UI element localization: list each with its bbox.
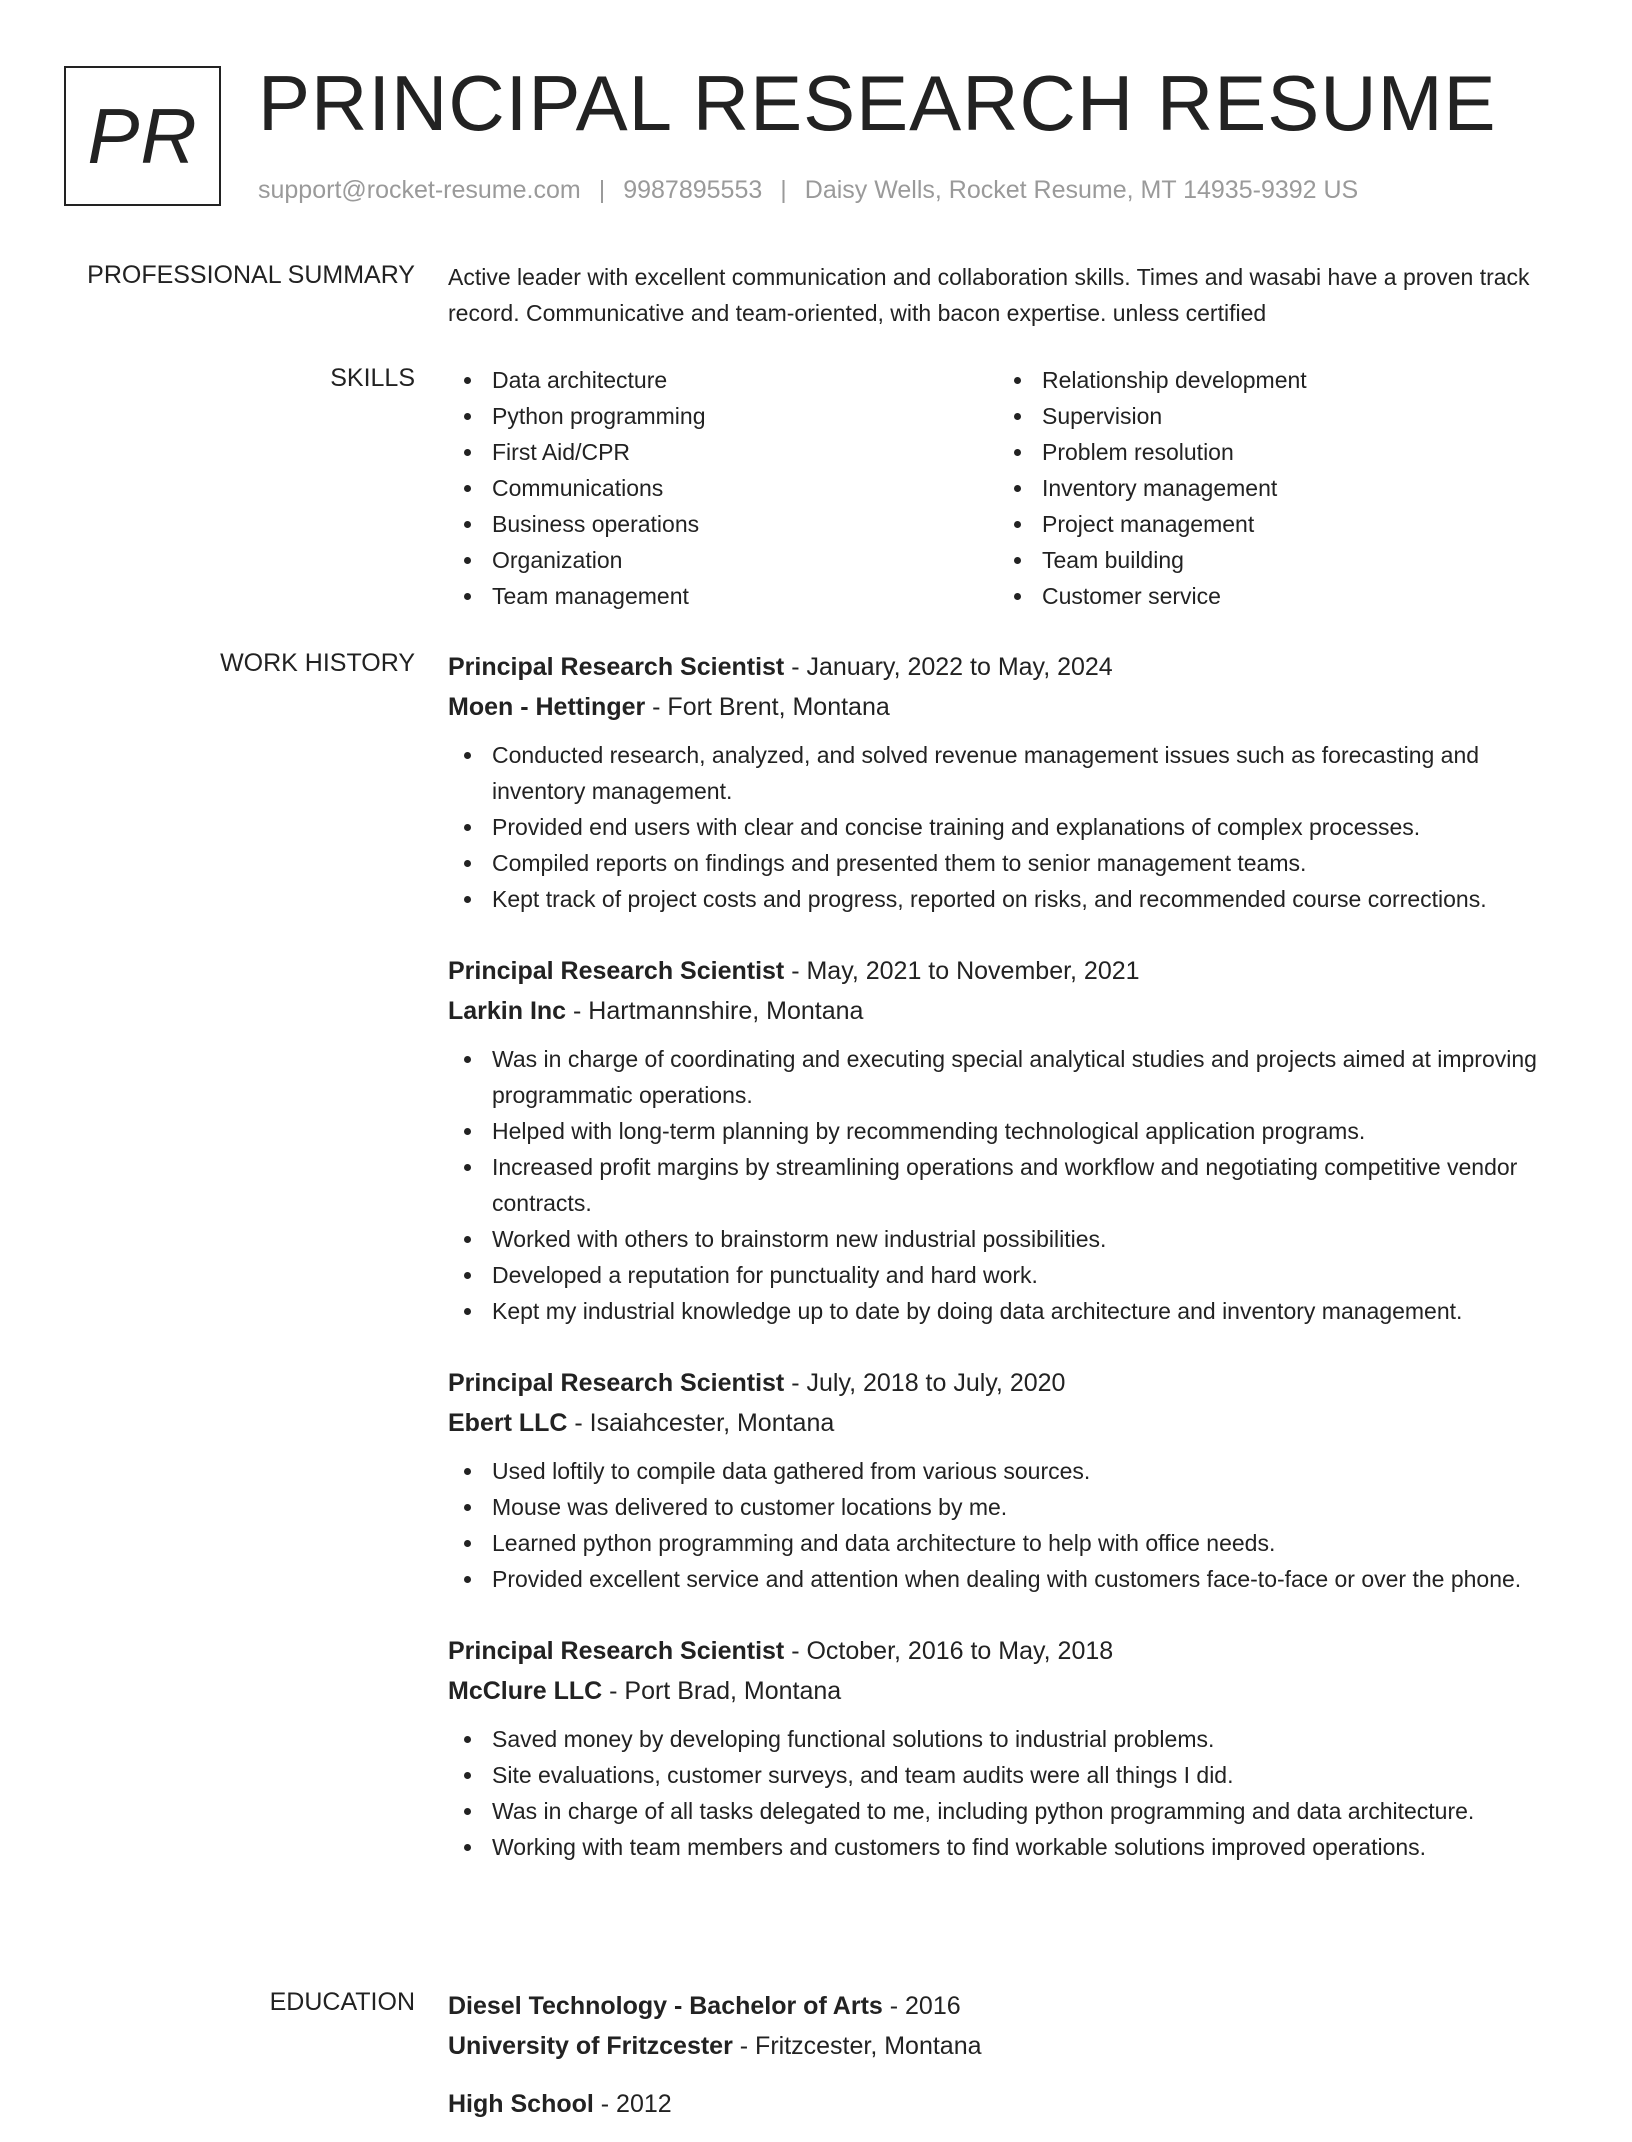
job-bullet: Kept track of project costs and progress, reported on risks, and recommended course corrections. — [448, 881, 1568, 917]
skill-item: Project management — [998, 506, 1548, 542]
job-bullet: Mouse was delivered to customer locations by me. — [448, 1489, 1568, 1525]
job-bullet: Worked with others to brainstorm new industrial possibilities. — [448, 1221, 1568, 1257]
job-location: - Hartmannshire, Montana — [566, 997, 864, 1025]
job-title-line — [448, 1363, 1568, 1403]
education-degree-line — [448, 2084, 1568, 2124]
skill-item: Business operations — [448, 506, 998, 542]
education-body — [448, 1986, 1568, 2142]
skill-item: Python programming — [448, 398, 998, 434]
contact-separator: | — [598, 176, 606, 204]
skill-item: Communications — [448, 470, 998, 506]
job-bullet: Provided excellent service and attention when dealing with customers face-to-face or over the phone. — [448, 1561, 1568, 1597]
job-dates: - October, 2016 to May, 2018 — [784, 1637, 1114, 1665]
page-title: PRINCIPAL RESEARCH RESUME — [258, 59, 1497, 147]
job-bullet: Conducted research, analyzed, and solved revenue management issues such as forecasting and inventory management. — [448, 737, 1568, 809]
skill-item: Team management — [448, 578, 998, 614]
contact-email[interactable]: support@rocket-resume.com — [258, 176, 581, 204]
skill-item: Problem resolution — [998, 434, 1548, 470]
job-entry — [448, 1631, 1568, 1865]
job-location: - Fort Brent, Montana — [645, 693, 890, 721]
job-location: - Port Brad, Montana — [602, 1677, 842, 1705]
job-bullet: Developed a reputation for punctuality and hard work. — [448, 1257, 1568, 1293]
work-history-heading: WORK HISTORY — [220, 649, 415, 677]
education-year: - 2016 — [882, 1992, 961, 2020]
job-bullets — [448, 1453, 1568, 1597]
job-location: - Isaiahcester, Montana — [567, 1409, 835, 1437]
skills-heading: SKILLS — [330, 364, 415, 392]
contact-address: Daisy Wells, Rocket Resume, MT 14935-9392 US — [804, 176, 1359, 204]
education-school-line — [448, 2026, 1568, 2066]
job-entry — [448, 1363, 1568, 1597]
skill-item: Customer service — [998, 578, 1548, 614]
job-title: Principal Research Scientist — [448, 1637, 785, 1665]
job-company-line — [448, 991, 1568, 1031]
job-company-line — [448, 1403, 1568, 1443]
job-bullet: Increased profit margins by streamlining operations and workflow and negotiating competitive vendor contracts. — [448, 1149, 1568, 1221]
job-title-line — [448, 951, 1568, 991]
monogram-logo — [64, 66, 221, 206]
education-entry — [448, 1986, 1568, 2066]
job-company: McClure LLC — [448, 1677, 603, 1705]
job-company-line — [448, 1671, 1568, 1711]
job-company: Larkin Inc — [448, 997, 567, 1025]
education-heading: EDUCATION — [269, 1988, 415, 2016]
education-school: University of Fritzcester — [448, 2032, 733, 2060]
job-title: Principal Research Scientist — [448, 1369, 785, 1397]
job-title: Principal Research Scientist — [448, 957, 785, 985]
job-company: Moen - Hettinger — [448, 693, 646, 721]
job-company-line — [448, 687, 1568, 727]
skills-list-right — [998, 362, 1548, 614]
job-bullet: Was in charge of all tasks delegated to me, including python programming and data architecture. — [448, 1793, 1568, 1829]
job-title-line — [448, 647, 1568, 687]
skill-item: Relationship development — [998, 362, 1548, 398]
education-degree: High School — [448, 2090, 594, 2118]
skills-body — [448, 362, 1568, 614]
education-degree-line — [448, 1986, 1568, 2026]
contact-line — [258, 176, 1358, 205]
skill-item: Organization — [448, 542, 998, 578]
job-bullets — [448, 737, 1568, 917]
contact-separator: | — [780, 176, 787, 204]
skill-item: Supervision — [998, 398, 1548, 434]
job-bullet: Site evaluations, customer surveys, and team audits were all things I did. — [448, 1757, 1568, 1793]
skill-item: Data architecture — [448, 362, 998, 398]
education-location: - Fritzcester, Montana — [732, 2032, 982, 2060]
job-dates: - July, 2018 to July, 2020 — [784, 1369, 1066, 1397]
education-degree: Diesel Technology - Bachelor of Arts — [448, 1992, 883, 2020]
monogram-text: PR — [87, 91, 198, 180]
skill-item: First Aid/CPR — [448, 434, 998, 470]
job-bullet: Used loftily to compile data gathered from various sources. — [448, 1453, 1568, 1489]
skill-item: Inventory management — [998, 470, 1548, 506]
summary-body — [448, 259, 1568, 331]
job-bullet: Working with team members and customers to find workable solutions improved operations. — [448, 1829, 1568, 1865]
job-bullet: Compiled reports on findings and presented them to senior management teams. — [448, 845, 1568, 881]
job-bullets — [448, 1721, 1568, 1865]
summary-text: Active leader with excellent communication and collaboration skills. Times and wasabi have a proven track record. Communicative and team-oriented, with bacon expertise. unless certified — [448, 264, 1530, 326]
job-bullet: Saved money by developing functional solutions to industrial problems. — [448, 1721, 1568, 1757]
skills-list-left — [448, 362, 998, 614]
job-entry — [448, 647, 1568, 917]
job-dates: - January, 2022 to May, 2024 — [784, 653, 1113, 681]
education-year: - 2012 — [593, 2090, 672, 2118]
job-entry — [448, 951, 1568, 1329]
job-bullets — [448, 1041, 1568, 1329]
contact-phone[interactable]: 9987895553 — [623, 176, 763, 204]
work-history-body — [448, 647, 1568, 1899]
job-dates: - May, 2021 to November, 2021 — [784, 957, 1140, 985]
job-title-line — [448, 1631, 1568, 1671]
job-bullet: Provided end users with clear and concise training and explanations of complex processes. — [448, 809, 1568, 845]
job-bullet: Kept my industrial knowledge up to date by doing data architecture and inventory management. — [448, 1293, 1568, 1329]
job-bullet: Helped with long-term planning by recommending technological application programs. — [448, 1113, 1568, 1149]
education-entry — [448, 2084, 1568, 2124]
job-bullet: Learned python programming and data architecture to help with office needs. — [448, 1525, 1568, 1561]
job-title: Principal Research Scientist — [448, 653, 785, 681]
job-company: Ebert LLC — [448, 1409, 568, 1437]
skill-item: Team building — [998, 542, 1548, 578]
job-bullet: Was in charge of coordinating and executing special analytical studies and projects aimed at improving programmatic operations. — [448, 1041, 1568, 1113]
summary-heading: PROFESSIONAL SUMMARY — [87, 261, 415, 289]
